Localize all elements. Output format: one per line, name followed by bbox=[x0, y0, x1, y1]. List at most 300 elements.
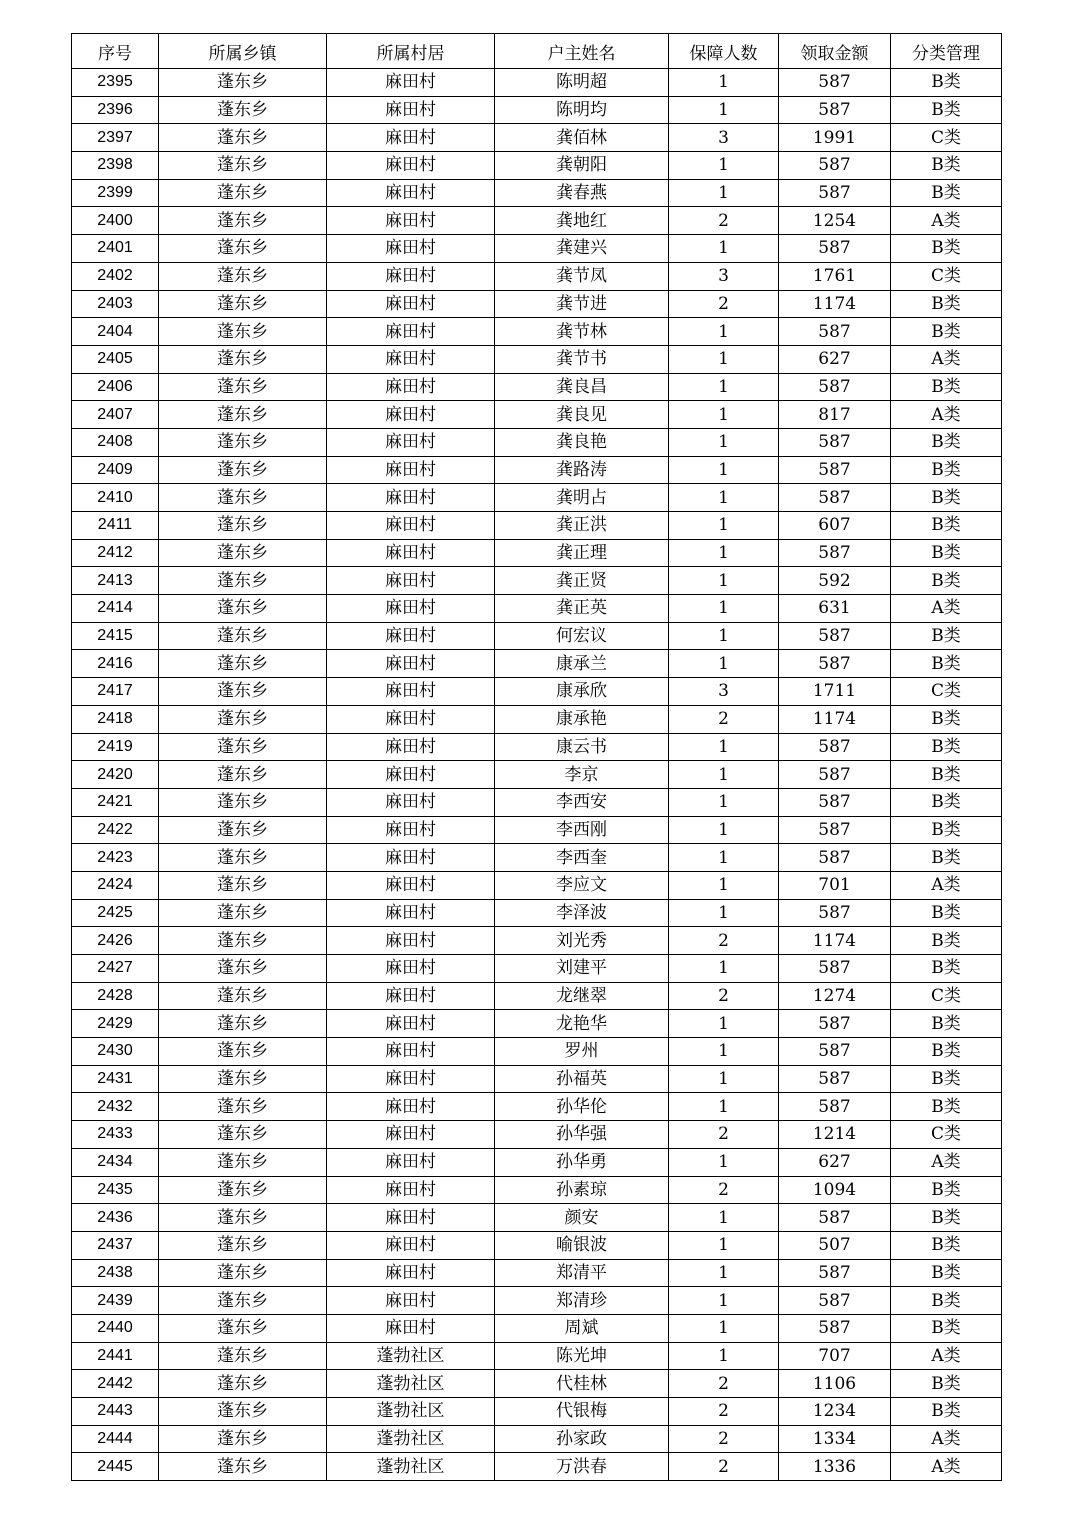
covered-persons-cell: 1 bbox=[669, 179, 779, 207]
serial-number-cell: 2420 bbox=[72, 761, 159, 789]
amount-cell: 587 bbox=[779, 788, 891, 816]
table-row bbox=[72, 1121, 1002, 1149]
village-cell: 麻田村 bbox=[327, 345, 495, 373]
householder-name-cell: 万洪春 bbox=[495, 1453, 669, 1481]
category-cell: B类 bbox=[891, 428, 1002, 456]
table-row bbox=[72, 262, 1002, 290]
amount-cell: 587 bbox=[779, 235, 891, 263]
township-cell: 蓬东乡 bbox=[159, 622, 327, 650]
category-cell: B类 bbox=[891, 179, 1002, 207]
amount-cell: 587 bbox=[779, 1314, 891, 1342]
village-cell: 麻田村 bbox=[327, 1231, 495, 1259]
covered-persons-cell: 2 bbox=[669, 1121, 779, 1149]
village-cell: 麻田村 bbox=[327, 927, 495, 955]
village-cell: 麻田村 bbox=[327, 844, 495, 872]
amount-cell: 587 bbox=[779, 1204, 891, 1232]
householder-name-cell: 龚明占 bbox=[495, 484, 669, 512]
covered-persons-cell: 2 bbox=[669, 927, 779, 955]
amount-cell: 1174 bbox=[779, 290, 891, 318]
serial-number-cell: 2405 bbox=[72, 345, 159, 373]
category-cell: B类 bbox=[891, 484, 1002, 512]
amount-cell: 507 bbox=[779, 1231, 891, 1259]
covered-persons-cell: 1 bbox=[669, 1065, 779, 1093]
table-row bbox=[72, 1398, 1002, 1426]
covered-persons-cell: 1 bbox=[669, 512, 779, 540]
category-cell: A类 bbox=[891, 1453, 1002, 1481]
serial-number-cell: 2418 bbox=[72, 705, 159, 733]
serial-number-cell: 2427 bbox=[72, 955, 159, 983]
table-row bbox=[72, 761, 1002, 789]
amount-cell: 587 bbox=[779, 428, 891, 456]
village-cell: 麻田村 bbox=[327, 262, 495, 290]
serial-number-cell: 2429 bbox=[72, 1010, 159, 1038]
covered-persons-cell: 2 bbox=[669, 982, 779, 1010]
serial-number-cell: 2443 bbox=[72, 1398, 159, 1426]
covered-persons-cell: 1 bbox=[669, 484, 779, 512]
header-township: 所属乡镇 bbox=[159, 34, 327, 69]
village-cell: 麻田村 bbox=[327, 512, 495, 540]
table-row bbox=[72, 345, 1002, 373]
village-cell: 麻田村 bbox=[327, 124, 495, 152]
category-cell: B类 bbox=[891, 1231, 1002, 1259]
covered-persons-cell: 2 bbox=[669, 1425, 779, 1453]
covered-persons-cell: 1 bbox=[669, 401, 779, 429]
amount-cell: 587 bbox=[779, 69, 891, 97]
covered-persons-cell: 1 bbox=[669, 1259, 779, 1287]
table-row bbox=[72, 567, 1002, 595]
table-row bbox=[72, 1370, 1002, 1398]
category-cell: B类 bbox=[891, 1038, 1002, 1066]
category-cell: B类 bbox=[891, 650, 1002, 678]
village-cell: 蓬勃社区 bbox=[327, 1342, 495, 1370]
serial-number-cell: 2407 bbox=[72, 401, 159, 429]
householder-name-cell: 孙华强 bbox=[495, 1121, 669, 1149]
village-cell: 麻田村 bbox=[327, 290, 495, 318]
township-cell: 蓬东乡 bbox=[159, 290, 327, 318]
householder-name-cell: 龚路涛 bbox=[495, 456, 669, 484]
serial-number-cell: 2425 bbox=[72, 899, 159, 927]
householder-name-cell: 康承兰 bbox=[495, 650, 669, 678]
covered-persons-cell: 2 bbox=[669, 1398, 779, 1426]
township-cell: 蓬东乡 bbox=[159, 761, 327, 789]
category-cell: B类 bbox=[891, 1093, 1002, 1121]
village-cell: 麻田村 bbox=[327, 96, 495, 124]
village-cell: 麻田村 bbox=[327, 1176, 495, 1204]
amount-cell: 592 bbox=[779, 567, 891, 595]
table-row bbox=[72, 401, 1002, 429]
township-cell: 蓬东乡 bbox=[159, 1176, 327, 1204]
township-cell: 蓬东乡 bbox=[159, 788, 327, 816]
category-cell: B类 bbox=[891, 705, 1002, 733]
township-cell: 蓬东乡 bbox=[159, 1370, 327, 1398]
serial-number-cell: 2437 bbox=[72, 1231, 159, 1259]
amount-cell: 587 bbox=[779, 1259, 891, 1287]
header-amount: 领取金额 bbox=[779, 34, 891, 69]
table-row bbox=[72, 69, 1002, 97]
householder-name-cell: 刘光秀 bbox=[495, 927, 669, 955]
householder-name-cell: 康承欣 bbox=[495, 678, 669, 706]
category-cell: B类 bbox=[891, 955, 1002, 983]
table-row bbox=[72, 124, 1002, 152]
householder-name-cell: 龚良昌 bbox=[495, 373, 669, 401]
covered-persons-cell: 1 bbox=[669, 456, 779, 484]
village-cell: 麻田村 bbox=[327, 152, 495, 180]
householder-name-cell: 龚朝阳 bbox=[495, 152, 669, 180]
householder-name-cell: 孙福英 bbox=[495, 1065, 669, 1093]
category-cell: A类 bbox=[891, 401, 1002, 429]
covered-persons-cell: 1 bbox=[669, 955, 779, 983]
township-cell: 蓬东乡 bbox=[159, 179, 327, 207]
serial-number-cell: 2411 bbox=[72, 512, 159, 540]
amount-cell: 1336 bbox=[779, 1453, 891, 1481]
table-row bbox=[72, 318, 1002, 346]
category-cell: B类 bbox=[891, 1204, 1002, 1232]
table-row bbox=[72, 982, 1002, 1010]
header-serial-number: 序号 bbox=[72, 34, 159, 69]
serial-number-cell: 2440 bbox=[72, 1314, 159, 1342]
householder-name-cell: 李西刚 bbox=[495, 816, 669, 844]
township-cell: 蓬东乡 bbox=[159, 1093, 327, 1121]
covered-persons-cell: 1 bbox=[669, 650, 779, 678]
table-row bbox=[72, 1038, 1002, 1066]
category-cell: B类 bbox=[891, 816, 1002, 844]
householder-name-cell: 龚正理 bbox=[495, 539, 669, 567]
table-row bbox=[72, 1425, 1002, 1453]
table-row bbox=[72, 705, 1002, 733]
covered-persons-cell: 1 bbox=[669, 844, 779, 872]
township-cell: 蓬东乡 bbox=[159, 1259, 327, 1287]
amount-cell: 587 bbox=[779, 899, 891, 927]
amount-cell: 701 bbox=[779, 871, 891, 899]
table-row bbox=[72, 456, 1002, 484]
village-cell: 麻田村 bbox=[327, 1121, 495, 1149]
township-cell: 蓬东乡 bbox=[159, 401, 327, 429]
amount-cell: 627 bbox=[779, 345, 891, 373]
table-row bbox=[72, 1204, 1002, 1232]
covered-persons-cell: 1 bbox=[669, 1093, 779, 1121]
serial-number-cell: 2403 bbox=[72, 290, 159, 318]
covered-persons-cell: 3 bbox=[669, 262, 779, 290]
township-cell: 蓬东乡 bbox=[159, 1204, 327, 1232]
table-row bbox=[72, 1259, 1002, 1287]
amount-cell: 587 bbox=[779, 733, 891, 761]
amount-cell: 1761 bbox=[779, 262, 891, 290]
serial-number-cell: 2428 bbox=[72, 982, 159, 1010]
table-row bbox=[72, 207, 1002, 235]
category-cell: B类 bbox=[891, 1065, 1002, 1093]
serial-number-cell: 2417 bbox=[72, 678, 159, 706]
serial-number-cell: 2432 bbox=[72, 1093, 159, 1121]
householder-name-cell: 龚正贤 bbox=[495, 567, 669, 595]
covered-persons-cell: 1 bbox=[669, 1287, 779, 1315]
covered-persons-cell: 1 bbox=[669, 373, 779, 401]
village-cell: 麻田村 bbox=[327, 955, 495, 983]
township-cell: 蓬东乡 bbox=[159, 1453, 327, 1481]
village-cell: 麻田村 bbox=[327, 401, 495, 429]
amount-cell: 1214 bbox=[779, 1121, 891, 1149]
covered-persons-cell: 1 bbox=[669, 816, 779, 844]
township-cell: 蓬东乡 bbox=[159, 373, 327, 401]
serial-number-cell: 2445 bbox=[72, 1453, 159, 1481]
amount-cell: 587 bbox=[779, 955, 891, 983]
serial-number-cell: 2400 bbox=[72, 207, 159, 235]
amount-cell: 1174 bbox=[779, 705, 891, 733]
amount-cell: 587 bbox=[779, 816, 891, 844]
category-cell: B类 bbox=[891, 512, 1002, 540]
covered-persons-cell: 1 bbox=[669, 1314, 779, 1342]
category-cell: B类 bbox=[891, 567, 1002, 595]
serial-number-cell: 2410 bbox=[72, 484, 159, 512]
category-cell: A类 bbox=[891, 595, 1002, 623]
township-cell: 蓬东乡 bbox=[159, 1314, 327, 1342]
householder-name-cell: 龚地红 bbox=[495, 207, 669, 235]
village-cell: 麻田村 bbox=[327, 1038, 495, 1066]
village-cell: 麻田村 bbox=[327, 1148, 495, 1176]
table-row bbox=[72, 650, 1002, 678]
householder-name-cell: 代银梅 bbox=[495, 1398, 669, 1426]
covered-persons-cell: 1 bbox=[669, 1010, 779, 1038]
householder-name-cell: 龚正洪 bbox=[495, 512, 669, 540]
category-cell: B类 bbox=[891, 899, 1002, 927]
category-cell: C类 bbox=[891, 678, 1002, 706]
amount-cell: 627 bbox=[779, 1148, 891, 1176]
table-row bbox=[72, 871, 1002, 899]
covered-persons-cell: 1 bbox=[669, 235, 779, 263]
householder-name-cell: 龙继翠 bbox=[495, 982, 669, 1010]
category-cell: C类 bbox=[891, 124, 1002, 152]
serial-number-cell: 2404 bbox=[72, 318, 159, 346]
householder-name-cell: 龚节林 bbox=[495, 318, 669, 346]
township-cell: 蓬东乡 bbox=[159, 318, 327, 346]
amount-cell: 1174 bbox=[779, 927, 891, 955]
category-cell: C类 bbox=[891, 262, 1002, 290]
table-row bbox=[72, 235, 1002, 263]
amount-cell: 1106 bbox=[779, 1370, 891, 1398]
amount-cell: 1254 bbox=[779, 207, 891, 235]
township-cell: 蓬东乡 bbox=[159, 539, 327, 567]
table-row bbox=[72, 955, 1002, 983]
township-cell: 蓬东乡 bbox=[159, 1121, 327, 1149]
category-cell: B类 bbox=[891, 152, 1002, 180]
table-row bbox=[72, 927, 1002, 955]
table-row bbox=[72, 152, 1002, 180]
serial-number-cell: 2395 bbox=[72, 69, 159, 97]
township-cell: 蓬东乡 bbox=[159, 871, 327, 899]
village-cell: 麻田村 bbox=[327, 788, 495, 816]
category-cell: B类 bbox=[891, 844, 1002, 872]
township-cell: 蓬东乡 bbox=[159, 844, 327, 872]
township-cell: 蓬东乡 bbox=[159, 1231, 327, 1259]
header-covered-persons: 保障人数 bbox=[669, 34, 779, 69]
village-cell: 蓬勃社区 bbox=[327, 1398, 495, 1426]
householder-name-cell: 龚良艳 bbox=[495, 428, 669, 456]
householder-name-cell: 陈明均 bbox=[495, 96, 669, 124]
amount-cell: 587 bbox=[779, 1093, 891, 1121]
category-cell: B类 bbox=[891, 622, 1002, 650]
village-cell: 麻田村 bbox=[327, 871, 495, 899]
serial-number-cell: 2430 bbox=[72, 1038, 159, 1066]
serial-number-cell: 2397 bbox=[72, 124, 159, 152]
serial-number-cell: 2406 bbox=[72, 373, 159, 401]
amount-cell: 607 bbox=[779, 512, 891, 540]
amount-cell: 587 bbox=[779, 152, 891, 180]
table-row bbox=[72, 1231, 1002, 1259]
village-cell: 蓬勃社区 bbox=[327, 1425, 495, 1453]
householder-name-cell: 何宏议 bbox=[495, 622, 669, 650]
category-cell: B类 bbox=[891, 290, 1002, 318]
township-cell: 蓬东乡 bbox=[159, 124, 327, 152]
village-cell: 麻田村 bbox=[327, 373, 495, 401]
table-row bbox=[72, 373, 1002, 401]
village-cell: 麻田村 bbox=[327, 318, 495, 346]
householder-name-cell: 李西安 bbox=[495, 788, 669, 816]
township-cell: 蓬东乡 bbox=[159, 1010, 327, 1038]
covered-persons-cell: 1 bbox=[669, 318, 779, 346]
covered-persons-cell: 1 bbox=[669, 1148, 779, 1176]
village-cell: 麻田村 bbox=[327, 179, 495, 207]
township-cell: 蓬东乡 bbox=[159, 899, 327, 927]
amount-cell: 587 bbox=[779, 844, 891, 872]
category-cell: A类 bbox=[891, 345, 1002, 373]
township-cell: 蓬东乡 bbox=[159, 982, 327, 1010]
table-body bbox=[72, 69, 1002, 1481]
table-row bbox=[72, 428, 1002, 456]
township-cell: 蓬东乡 bbox=[159, 1065, 327, 1093]
category-cell: C类 bbox=[891, 1121, 1002, 1149]
village-cell: 麻田村 bbox=[327, 761, 495, 789]
householder-name-cell: 龚春燕 bbox=[495, 179, 669, 207]
householder-name-cell: 郑清珍 bbox=[495, 1287, 669, 1315]
village-cell: 麻田村 bbox=[327, 1010, 495, 1038]
township-cell: 蓬东乡 bbox=[159, 69, 327, 97]
covered-persons-cell: 2 bbox=[669, 1370, 779, 1398]
serial-number-cell: 2414 bbox=[72, 595, 159, 623]
serial-number-cell: 2413 bbox=[72, 567, 159, 595]
serial-number-cell: 2408 bbox=[72, 428, 159, 456]
householder-name-cell: 喻银波 bbox=[495, 1231, 669, 1259]
covered-persons-cell: 1 bbox=[669, 622, 779, 650]
householder-name-cell: 李泽波 bbox=[495, 899, 669, 927]
table-row bbox=[72, 1453, 1002, 1481]
table-row bbox=[72, 1287, 1002, 1315]
householder-name-cell: 李西奎 bbox=[495, 844, 669, 872]
category-cell: B类 bbox=[891, 1259, 1002, 1287]
township-cell: 蓬东乡 bbox=[159, 705, 327, 733]
householder-name-cell: 康承艳 bbox=[495, 705, 669, 733]
householder-name-cell: 孙华伦 bbox=[495, 1093, 669, 1121]
village-cell: 麻田村 bbox=[327, 982, 495, 1010]
covered-persons-cell: 1 bbox=[669, 539, 779, 567]
category-cell: B类 bbox=[891, 456, 1002, 484]
householder-name-cell: 龚佰林 bbox=[495, 124, 669, 152]
covered-persons-cell: 1 bbox=[669, 1204, 779, 1232]
householder-name-cell: 代桂林 bbox=[495, 1370, 669, 1398]
serial-number-cell: 2422 bbox=[72, 816, 159, 844]
covered-persons-cell: 2 bbox=[669, 1453, 779, 1481]
amount-cell: 1334 bbox=[779, 1425, 891, 1453]
village-cell: 麻田村 bbox=[327, 899, 495, 927]
table-row bbox=[72, 179, 1002, 207]
township-cell: 蓬东乡 bbox=[159, 1425, 327, 1453]
village-cell: 蓬勃社区 bbox=[327, 1453, 495, 1481]
table-row bbox=[72, 1148, 1002, 1176]
serial-number-cell: 2434 bbox=[72, 1148, 159, 1176]
amount-cell: 1094 bbox=[779, 1176, 891, 1204]
householder-name-cell: 龚良见 bbox=[495, 401, 669, 429]
householder-name-cell: 孙素琼 bbox=[495, 1176, 669, 1204]
covered-persons-cell: 2 bbox=[669, 1176, 779, 1204]
amount-cell: 1991 bbox=[779, 124, 891, 152]
serial-number-cell: 2419 bbox=[72, 733, 159, 761]
householder-name-cell: 龚节书 bbox=[495, 345, 669, 373]
township-cell: 蓬东乡 bbox=[159, 345, 327, 373]
covered-persons-cell: 3 bbox=[669, 124, 779, 152]
category-cell: B类 bbox=[891, 96, 1002, 124]
serial-number-cell: 2415 bbox=[72, 622, 159, 650]
township-cell: 蓬东乡 bbox=[159, 955, 327, 983]
serial-number-cell: 2402 bbox=[72, 262, 159, 290]
serial-number-cell: 2412 bbox=[72, 539, 159, 567]
serial-number-cell: 2423 bbox=[72, 844, 159, 872]
amount-cell: 1711 bbox=[779, 678, 891, 706]
amount-cell: 587 bbox=[779, 484, 891, 512]
village-cell: 麻田村 bbox=[327, 1093, 495, 1121]
village-cell: 麻田村 bbox=[327, 595, 495, 623]
category-cell: A类 bbox=[891, 207, 1002, 235]
village-cell: 麻田村 bbox=[327, 539, 495, 567]
township-cell: 蓬东乡 bbox=[159, 1342, 327, 1370]
category-cell: B类 bbox=[891, 318, 1002, 346]
amount-cell: 1234 bbox=[779, 1398, 891, 1426]
amount-cell: 587 bbox=[779, 456, 891, 484]
serial-number-cell: 2442 bbox=[72, 1370, 159, 1398]
covered-persons-cell: 1 bbox=[669, 96, 779, 124]
category-cell: B类 bbox=[891, 761, 1002, 789]
table-header-row bbox=[72, 34, 1002, 69]
category-cell: B类 bbox=[891, 539, 1002, 567]
category-cell: B类 bbox=[891, 1370, 1002, 1398]
village-cell: 麻田村 bbox=[327, 1314, 495, 1342]
category-cell: A类 bbox=[891, 1342, 1002, 1370]
village-cell: 麻田村 bbox=[327, 1204, 495, 1232]
serial-number-cell: 2399 bbox=[72, 179, 159, 207]
category-cell: A类 bbox=[891, 871, 1002, 899]
serial-number-cell: 2426 bbox=[72, 927, 159, 955]
village-cell: 麻田村 bbox=[327, 1259, 495, 1287]
table-row bbox=[72, 1176, 1002, 1204]
table-row bbox=[72, 595, 1002, 623]
header-village: 所属村居 bbox=[327, 34, 495, 69]
village-cell: 麻田村 bbox=[327, 567, 495, 595]
table-row bbox=[72, 290, 1002, 318]
covered-persons-cell: 1 bbox=[669, 152, 779, 180]
township-cell: 蓬东乡 bbox=[159, 678, 327, 706]
householder-name-cell: 孙家政 bbox=[495, 1425, 669, 1453]
table-row bbox=[72, 788, 1002, 816]
township-cell: 蓬东乡 bbox=[159, 456, 327, 484]
serial-number-cell: 2435 bbox=[72, 1176, 159, 1204]
township-cell: 蓬东乡 bbox=[159, 484, 327, 512]
serial-number-cell: 2409 bbox=[72, 456, 159, 484]
householder-name-cell: 罗州 bbox=[495, 1038, 669, 1066]
amount-cell: 587 bbox=[779, 761, 891, 789]
amount-cell: 587 bbox=[779, 318, 891, 346]
category-cell: B类 bbox=[891, 1287, 1002, 1315]
category-cell: A类 bbox=[891, 1148, 1002, 1176]
category-cell: B类 bbox=[891, 927, 1002, 955]
township-cell: 蓬东乡 bbox=[159, 650, 327, 678]
householder-name-cell: 龚建兴 bbox=[495, 235, 669, 263]
